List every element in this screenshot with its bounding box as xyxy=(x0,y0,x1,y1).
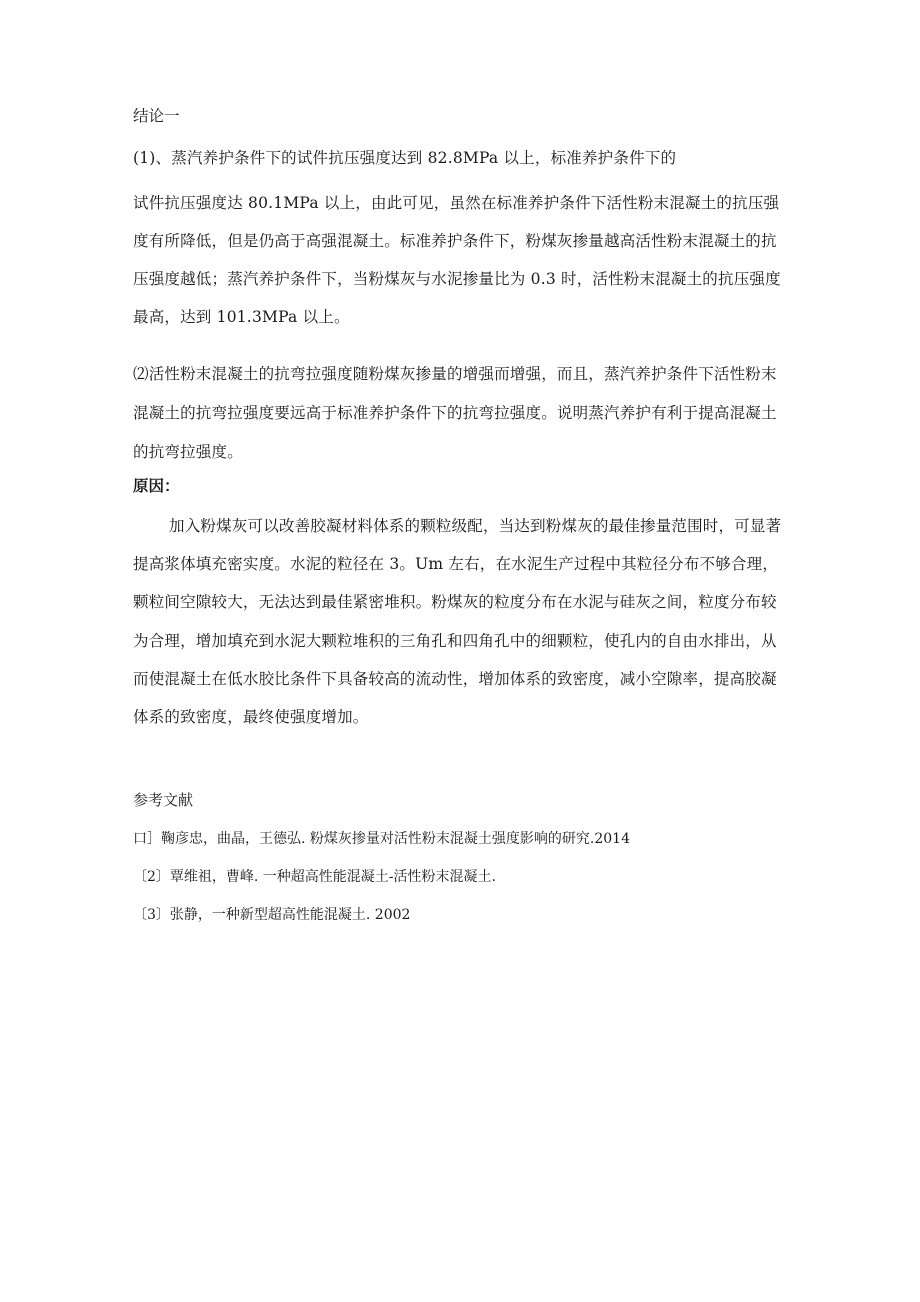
reference-item-3: 〔3〕张静，一种新型超高性能混凝土. 2002 xyxy=(133,907,411,923)
conclusion-paragraph-1-first-line: (1)、蒸汽养护条件下的试件抗压强度达到 82.8MPa 以上，标准养护条件下的 xyxy=(133,149,677,167)
reference-item-1: 口］鞠彦忠，曲晶，王德弘. 粉煤灰掺量对活性粉末混凝土强度影响的研究.2014 xyxy=(133,831,630,847)
references-title: 参考文献 xyxy=(133,791,194,809)
reason-title: 原因： xyxy=(133,476,180,495)
conclusion-title: 结论一 xyxy=(133,107,180,125)
conclusion-paragraph-2: ⑵活性粉末混凝土的抗弯拉强度随粉煤灰掺量的增强而增强，而且，蒸汽养护条件下活性粉末混凝土的抗弯拉强度要远高于标准养护条件下的抗弯拉强度。说明蒸汽养护有利于提高混凝土的抗弯拉强度。 xyxy=(133,365,777,461)
conclusion-paragraph-1-body: 试件抗压强度达 80.1MPa 以上，由此可见，虽然在标准养护条件下活性粉末混凝土的抗压强度有所降低，但是仍高于高强混凝土。标准养护条件下，粉煤灰掺量越高活性粉末混凝土的抗压强度越低；蒸汽养护条件下，当粉煤灰与水泥掺量比为 0.3 时，活性粉末混凝土的抗压强度最高，达到 101.3MPa 以上。 xyxy=(133,194,781,326)
reference-item-2: 〔2〕覃维祖，曹峰. 一种超高性能混凝土-活性粉末混凝土. xyxy=(133,869,496,885)
reason-paragraph: 加入粉煤灰可以改善胶凝材料体系的颗粒级配，当达到粉煤灰的最佳掺量范围时，可显著提高浆体填充密实度。水泥的粒径在 3。Um 左右，在水泥生产过程中其粒径分布不够合理，颗粒间空隙较大，无法达到最佳紧密堆积。粉煤灰的粒度分布在水泥与硅灰之间，粒度分布较为合理，增加填充到水泥大颗粒堆积的三角孔和四角孔中的细颗粒，使孔内的自由水排出，从而使混凝土在低水胶比条件下具备较高的流动性，增加体系的致密度，减小空隙率，提高胶凝体系的致密度，最终使强度增加。 xyxy=(133,517,782,727)
